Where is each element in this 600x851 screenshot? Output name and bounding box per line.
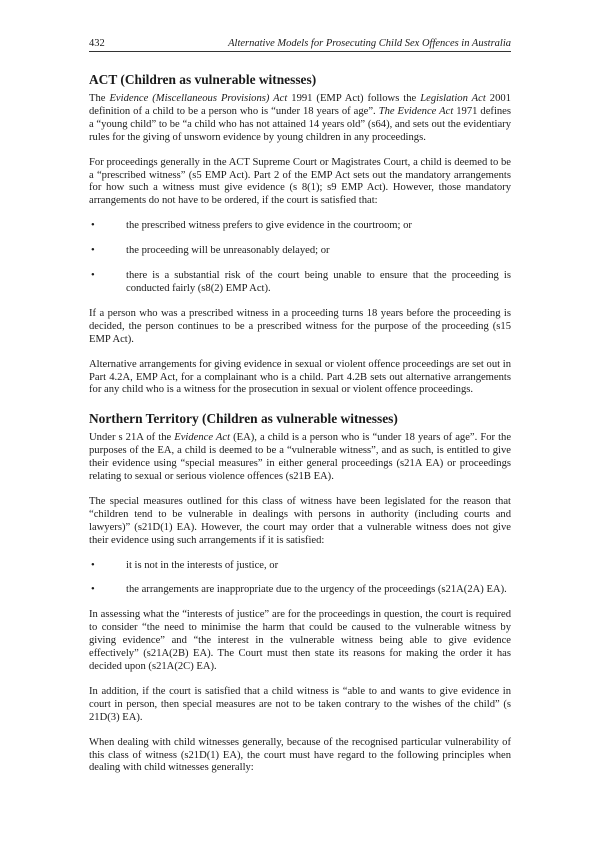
page-body bbox=[89, 71, 511, 787]
running-header bbox=[89, 37, 511, 51]
paragraph: If a person who was a prescribed witness in a proceeding turns 18 years before the proceeding is decided, the person continues to be a prescribed witness for the purpose of the proceeding (s15 EMP Act). bbox=[89, 307, 511, 345]
act-title-evidence: The Evidence Act bbox=[378, 105, 454, 117]
list-item bbox=[89, 245, 511, 258]
list-item-text: it is not in the interests of justice, or bbox=[126, 559, 279, 571]
list-item bbox=[89, 560, 511, 573]
section-heading-act: ACT (Children as vulnerable witnesses) bbox=[89, 72, 317, 87]
text-run: 2001 definition of a child to be a person who is “under 18 years of age”. bbox=[89, 93, 511, 117]
list-item bbox=[89, 220, 511, 233]
paragraph: In addition, if the court is satisfied that a child witness is “able to and wants to give evidence in court in person, then special measures are not to be taken contrary to the wishes of the child” (s 21D(3) EA). bbox=[89, 685, 511, 723]
text-run: (EA), a child is a person who is “under 18 years of age”. For the purposes of the EA, a child is deemed to be a “vulnerable witness”, and as such, is entitled to give their evidence using “special measures” in either general proceedings (s21A EA) or proceedings relating to sexual or serious violence offences (s21B EA). bbox=[89, 432, 512, 483]
bullet-icon: • bbox=[91, 584, 95, 596]
header-rule bbox=[89, 51, 511, 52]
bullet-icon: • bbox=[91, 220, 95, 232]
section-northern-territory bbox=[89, 410, 511, 775]
list-item-text: the arrangements are inappropriate due to the urgency of the proceedings (s21A(2A) EA). bbox=[126, 584, 507, 596]
list-item-text: the prescribed witness prefers to give evidence in the courtroom; or bbox=[126, 220, 412, 232]
act-title-emp: Evidence (Miscellaneous Provisions) Act bbox=[109, 93, 288, 104]
act-title-evidence: Evidence Act bbox=[174, 432, 231, 444]
bullet-list bbox=[89, 560, 511, 598]
bullet-icon: • bbox=[91, 559, 95, 571]
paragraph: For proceedings generally in the ACT Supreme Court or Magistrates Court, a child is deemed to be a “prescribed witness” (s5 EMP Act). Part 2 of the EMP Act sets out the mandatory arrangements for how such a witness must give evidence (s 8(1); s9 EMP Act). However, those mandatory arrangements do not have to be ordered, if the court is satisfied that: bbox=[89, 156, 511, 207]
text-run: 1971 defines a “young child” to be “a child who has not attained 14 years old” (s64), and sets out the evidentiary rules for the giving of unsworn evidence by young children in any proceedings. bbox=[89, 105, 512, 143]
text-run: The bbox=[89, 93, 110, 104]
paragraph: In assessing what the “interests of justice” are for the proceedings in question, the court is required to consider “the need to minimise the harm that could be caused to the vulnerable witness by giving evidence” and “the interest in the vulnerable witness being able to give evidence effectively” (s21A(2B) EA). The Court must then state its reasons for making the order it has decided upon (s21A(2C) EA). bbox=[89, 609, 511, 672]
page-number: 432 bbox=[89, 38, 105, 49]
list-item bbox=[89, 270, 511, 296]
paragraph bbox=[89, 93, 511, 145]
list-item-text: the proceeding will be unreasonably delayed; or bbox=[126, 245, 330, 257]
section-heading-nt: Northern Territory (Children as vulnerable witnesses) bbox=[89, 411, 398, 427]
list-item-text: there is a substantial risk of the court being unable to ensure that the proceeding is conducted fairly (s8(2) EMP Act). bbox=[126, 270, 511, 294]
bullet-icon: • bbox=[91, 270, 95, 282]
paragraph: When dealing with child witnesses generally, because of the recognised particular vulnerability of this class of witness (s21D(1) EA), the court must have regard to the following principles when dealing with child witnesses generally: bbox=[89, 736, 511, 774]
text-run: Under s 21A of the bbox=[89, 432, 175, 444]
paragraph: The special measures outlined for this class of witness have been legislated for the reason that “children tend to be vulnerable in dealings with persons in authority (including courts and lawyers)” (s21D(1) EA). However, the court may order that a vulnerable witness does not give their evidence using such arrangements if it is satisfied: bbox=[89, 495, 511, 546]
act-title-legislation: Legislation Act bbox=[420, 93, 486, 104]
paragraph: Alternative arrangements for giving evidence in sexual or violent offence proceedings are set out in Part 4.2A, EMP Act, for a complainant who is a child. Part 4.2B sets out alternative arrangements for any child who is a witness for the prosecution in sexual or violent offence proceedings. bbox=[89, 358, 511, 396]
list-item bbox=[89, 584, 511, 597]
bullet-icon: • bbox=[91, 245, 95, 257]
section-act bbox=[89, 71, 511, 397]
running-title: Alternative Models for Prosecuting Child Sex Offences in Australia bbox=[228, 38, 511, 49]
paragraph bbox=[89, 432, 511, 484]
bullet-list bbox=[89, 220, 511, 296]
text-run: 1991 (EMP Act) follows the bbox=[287, 93, 421, 104]
